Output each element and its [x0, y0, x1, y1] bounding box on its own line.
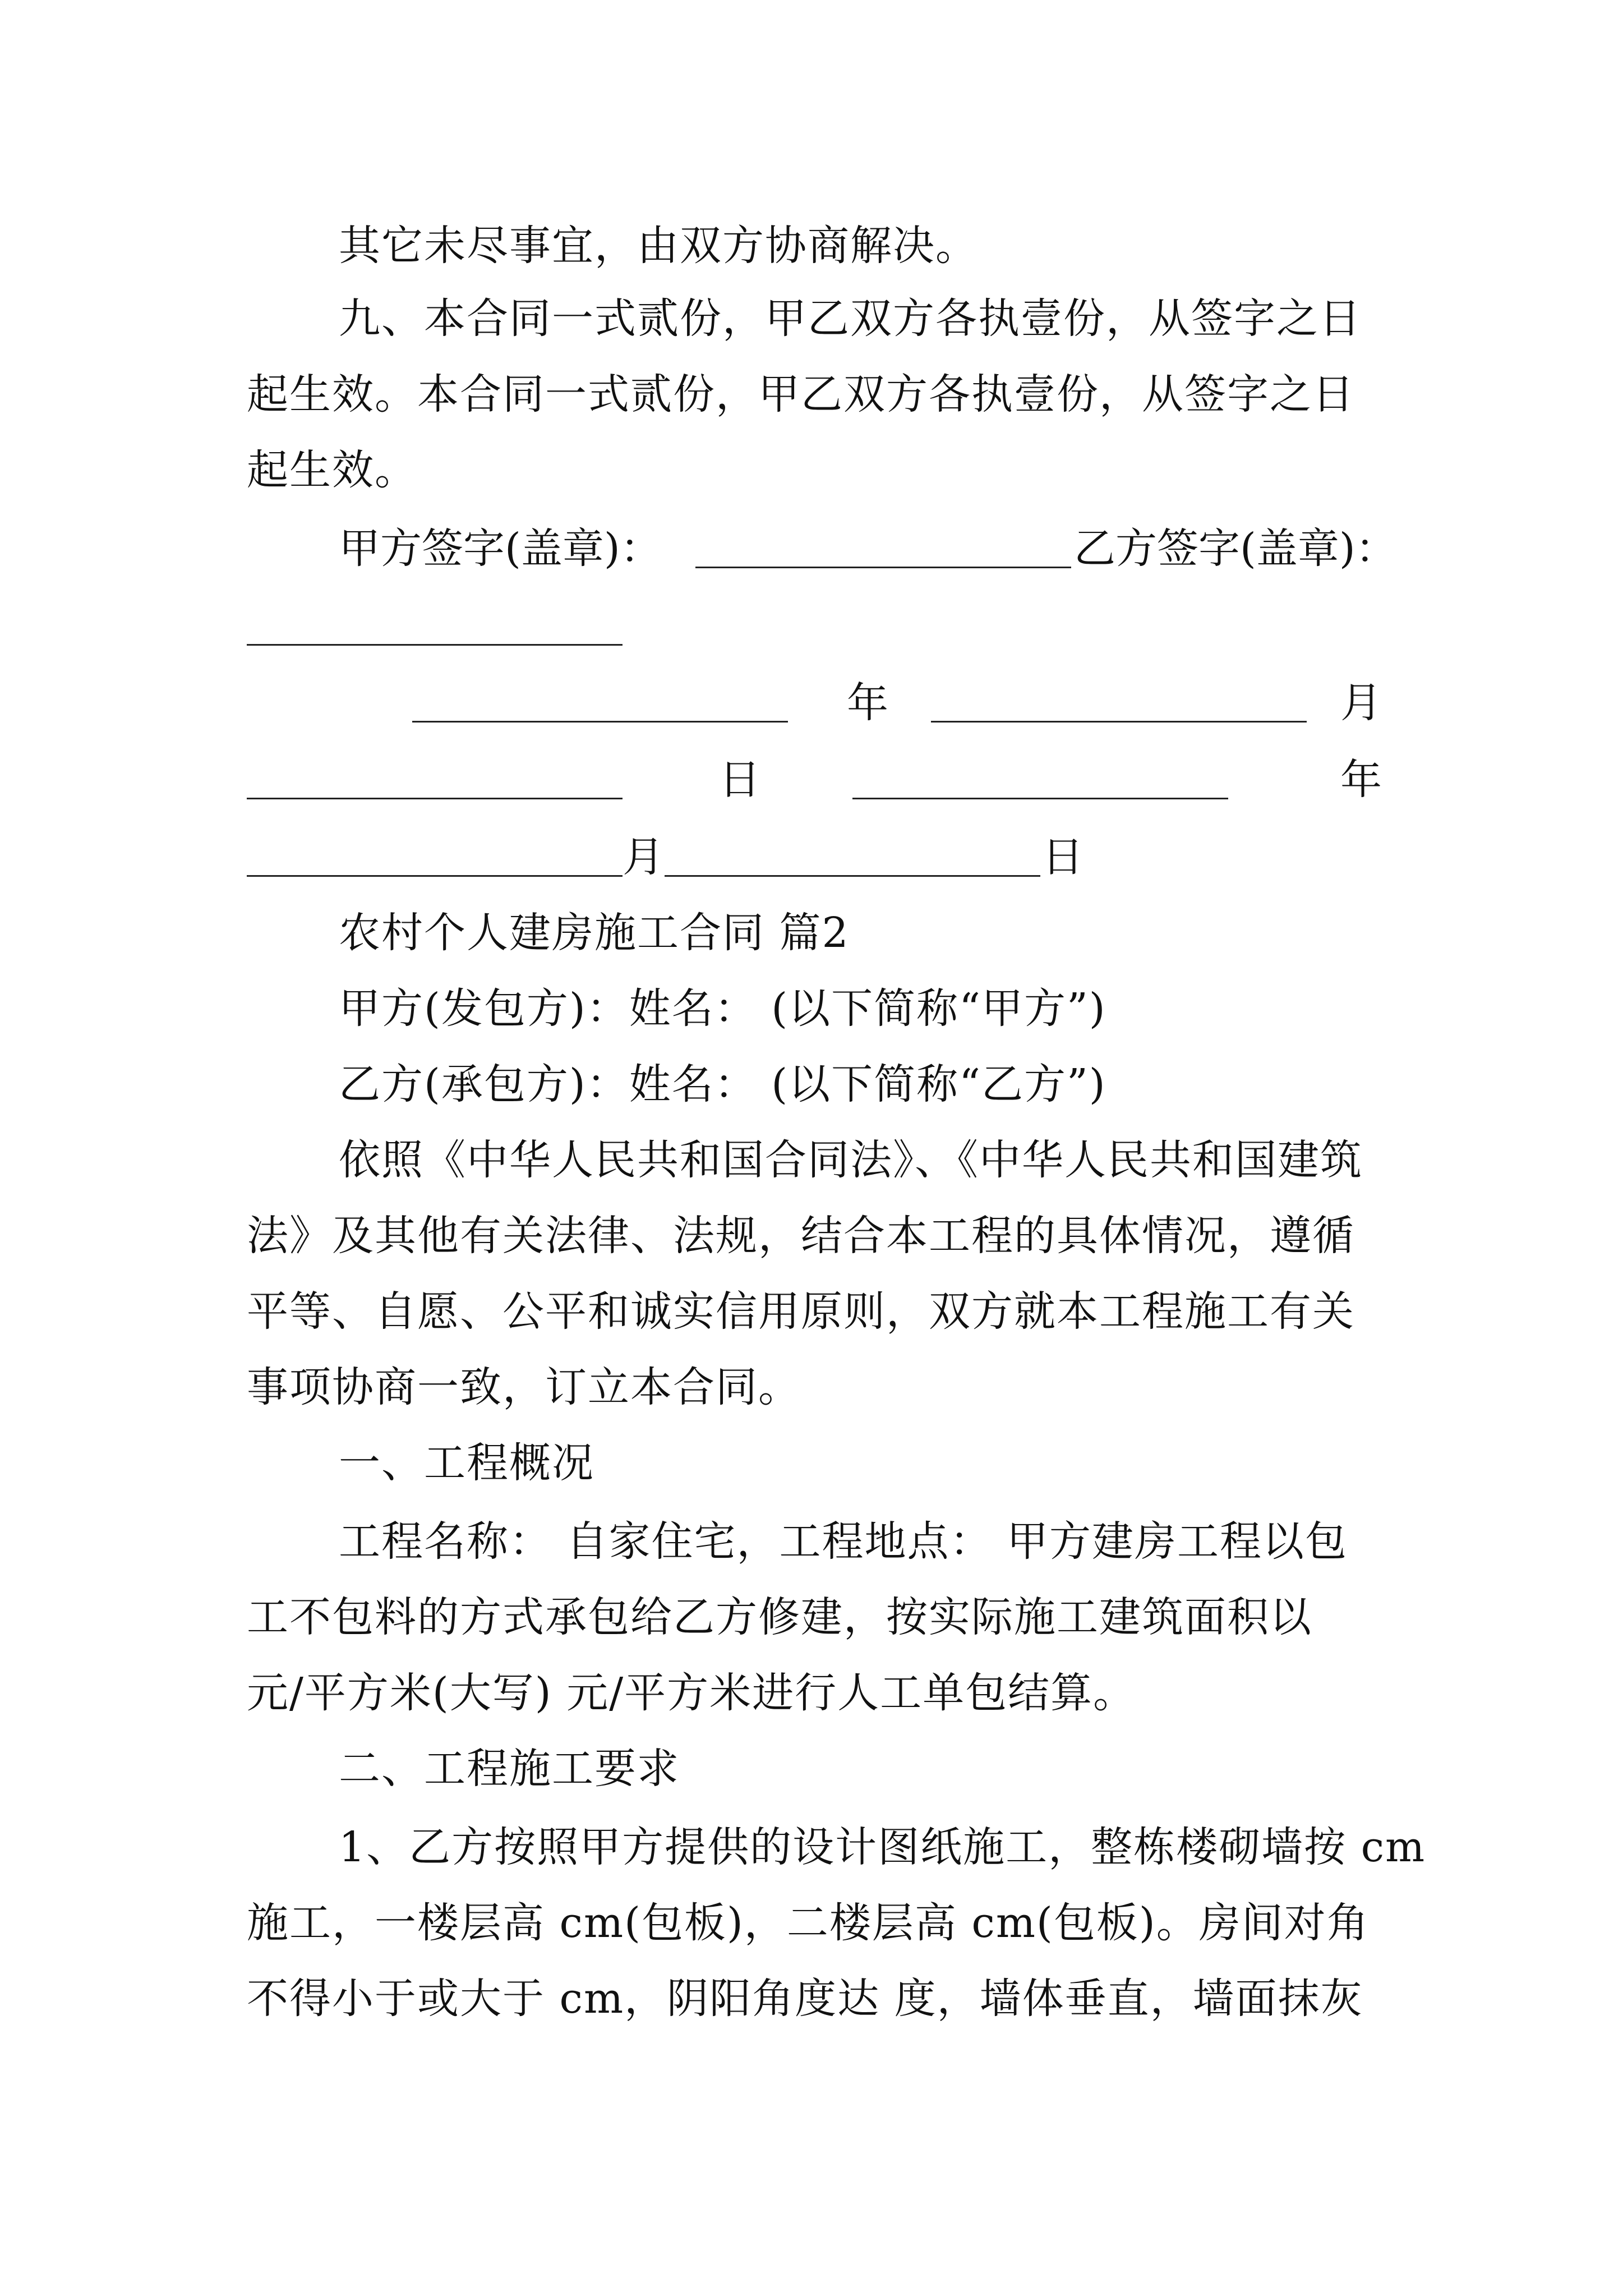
party-a-day-label: 日 [719, 756, 760, 804]
paragraph-line: 九、本合同一式贰份，甲乙双方各执壹份，从签字之日 [339, 295, 1362, 343]
paragraph-line: 起生效。本合同一式贰份，甲乙双方各执壹份，从签字之日 [247, 370, 1355, 418]
party-b-month-blank [247, 875, 623, 877]
party-b-day-label: 日 [1042, 833, 1083, 881]
paragraph-line: 不得小于或大于 cm，阴阳角度达 度，墙体垂直，墙面抹灰 [247, 1975, 1363, 2023]
party-b-year-blank [852, 798, 1228, 799]
party-b-month-label: 月 [623, 833, 664, 881]
paragraph-line: 工不包料的方式承包给乙方修建，按实际施工建筑面积以 [247, 1593, 1312, 1641]
section-heading: 二、工程施工要求 [339, 1745, 680, 1793]
paragraph-line: 元/平方米(大写) 元/平方米进行人工单包结算。 [247, 1669, 1136, 1717]
paragraph-line: 依照《中华人民共和国合同法》、《中华人民共和国建筑 [339, 1136, 1363, 1184]
party-a-signature-blank [695, 567, 1071, 568]
party-a-month-label: 月 [1340, 679, 1382, 727]
section-heading: 一、工程概况 [339, 1439, 594, 1487]
party-a-signature-label: 甲方签字(盖章)： [339, 524, 662, 573]
paragraph-line: 施工，一楼层高 cm(包板)，二楼层高 cm(包板)。房间对角 [247, 1899, 1370, 1947]
paragraph-line: 平等、自愿、公平和诚实信用原则，双方就本工程施工有关 [247, 1287, 1355, 1336]
paragraph-line: 乙方(承包方)：姓名： (以下简称“乙方”) [339, 1060, 1106, 1108]
party-a-day-blank [247, 798, 623, 799]
party-b-year-label: 年 [1340, 756, 1382, 804]
paragraph-line: 工程名称： 自家住宅，工程地点： 甲方建房工程以包 [339, 1517, 1348, 1566]
paragraph-line: 法》及其他有关法律、法规，结合本工程的具体情况，遵循 [247, 1212, 1355, 1260]
party-b-signature-label: 乙方签字(盖章)： [1074, 524, 1397, 573]
party-a-year-blank [412, 721, 788, 723]
paragraph-line: 起生效。 [247, 446, 417, 494]
party-a-month-blank [931, 721, 1307, 723]
paragraph-line: 甲方(发包方)：姓名： (以下简称“甲方”) [339, 984, 1106, 1033]
party-b-signature-blank [247, 644, 623, 646]
paragraph-line: 其它未尽事宜，由双方协商解决。 [339, 222, 978, 270]
paragraph-line: 1、乙方按照甲方提供的设计图纸施工，整栋楼砌墙按 cm [339, 1823, 1426, 1871]
party-a-year-label: 年 [847, 679, 888, 727]
party-b-day-blank [665, 875, 1040, 877]
paragraph-line: 事项协商一致，订立本合同。 [247, 1363, 801, 1411]
section-title: 农村个人建房施工合同 篇2 [339, 909, 850, 957]
